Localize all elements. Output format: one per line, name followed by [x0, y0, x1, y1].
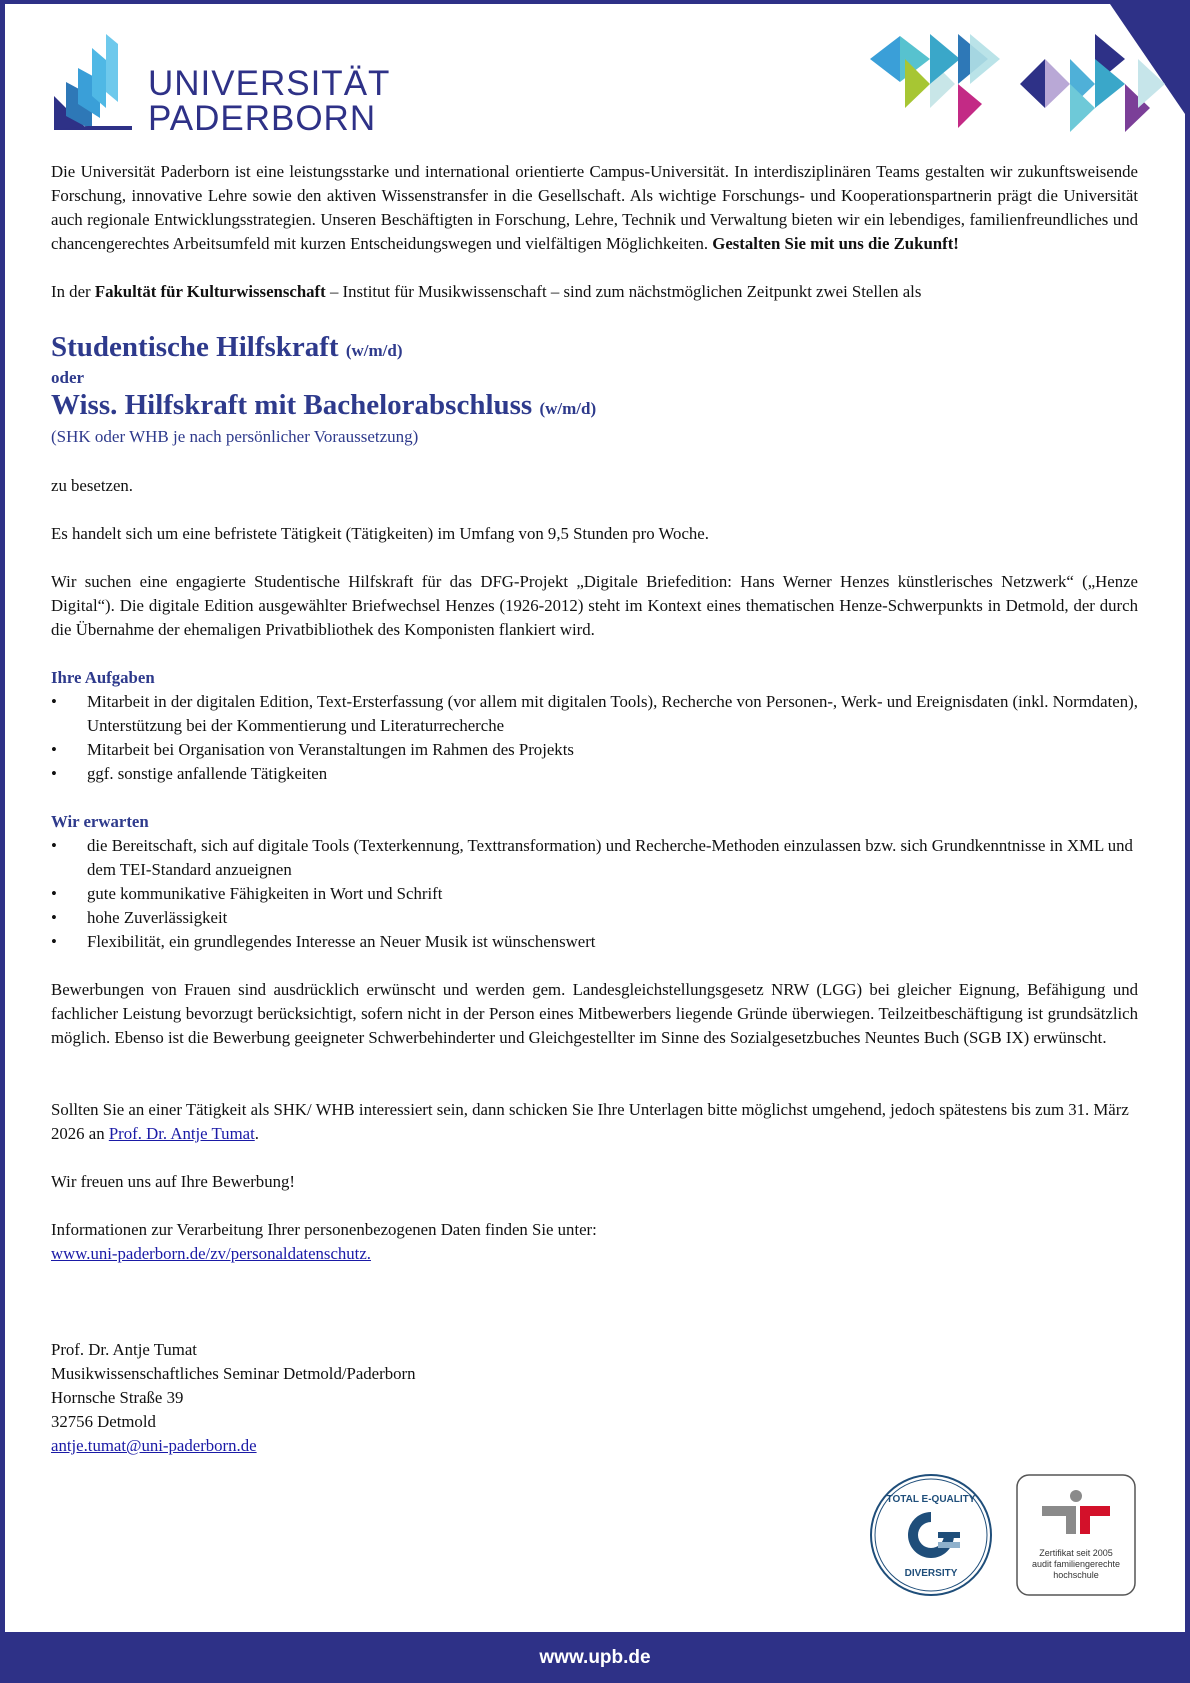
position-subtitle: (SHK oder WHB je nach persönlicher Voraussetzung) — [51, 427, 419, 446]
contact-dept: Musikwissenschaftliches Seminar Detmold/Paderborn — [51, 1364, 416, 1383]
total-equality-badge-icon — [868, 1472, 994, 1598]
logo-book-icon — [52, 34, 152, 134]
certificate-badges — [868, 1472, 1138, 1598]
faculty-prefix: In der — [51, 282, 91, 301]
position-gender-1: (w/m/d) — [345, 341, 403, 360]
teq-top-label: TOTAL E-QUALITY — [886, 1494, 976, 1505]
faculty-name: Fakultät für Kulturwissenschaft — [94, 282, 326, 301]
footer-url[interactable]: www.upb.de — [539, 1647, 651, 1668]
list-item: • ggf. sonstige anfallende Tätigkeiten — [51, 762, 1138, 786]
position-title-1-text: Studentische Hilfskraft — [51, 331, 339, 363]
footer-bar — [0, 1632, 1190, 1683]
contact-link[interactable]: Prof. Dr. Antje Tumat — [108, 1124, 255, 1143]
umfang-text: Es handelt sich um eine befristete Tätigkeit (Tätigkeiten) im Umfang von 9,5 Stunden pro Woche. — [51, 524, 709, 543]
position-oder: oder — [51, 368, 85, 387]
list-item: • Mitarbeit in der digitalen Edition, Text-Ersterfassung (vor allem mit digitalen Tools), Recherche von Personen-, Werk- und Ereignisdaten (inkl. Normdaten), Unterstützung bei der Kommentierung und Literaturrecherche — [51, 690, 1138, 738]
position-gender-2: (w/m/d) — [539, 399, 597, 418]
main-content — [51, 160, 1138, 1458]
list-item: • die Bereitschaft, sich auf digitale Tools (Texterkennung, Texttransformation) und Recherche-Methoden einzulassen bzw. sich Grundkenntnisse in XML und dem TEI-Standard anzueignen — [51, 834, 1138, 882]
closing-text: Wir freuen uns auf Ihre Bewerbung! — [51, 1172, 295, 1191]
besetzen-text: zu besetzen. — [51, 476, 133, 495]
position-title-2 — [51, 388, 1138, 426]
list-item: • Mitarbeit bei Organisation von Veranstaltungen im Rahmen des Projekts — [51, 738, 1138, 762]
position-title-1 — [51, 330, 1138, 368]
contact-street: Hornsche Straße 39 — [51, 1388, 184, 1407]
intro-slogan: Gestalten Sie mit uns die Zukunft! — [712, 234, 959, 253]
apply-paragraph — [51, 1098, 1138, 1146]
list-item: • gute kommunikative Fähigkeiten in Wort und Schrift — [51, 882, 1138, 906]
audit-familiengerechte-hochschule-badge-icon — [1016, 1474, 1136, 1596]
intro-text: Die Universität Paderborn ist eine leistungsstarke und international orientierte Campus-Universität. In interdisziplinären Teams gestalten wir zukunftsweisende Forschung, innovative Lehre sowie den aktiven Wissenstransfer in die Gesellschaft. Als wichtige Forschungs- und Kooperationspartnerin prägt die Universität auch regionale Entwicklungsstrategien. Unseren Beschäftigten in Forschung, Lehre, Technik und Verwaltung bieten wir ein lebendiges, familienfreundliches und chancengerechtes Arbeitsumfeld mit kurzen Entscheidungswegen und vielfältigen Möglichkeiten. — [51, 162, 1138, 253]
privacy-link[interactable]: www.uni-paderborn.de/zv/personaldatenschutz. — [51, 1244, 371, 1263]
expect-list — [51, 834, 1138, 954]
apply-text: Sollten Sie an einer Tätigkeit als SHK/ WHB interessiert sein, dann schicken Sie Ihre Unterlagen bitte möglichst umgehend, jedoch spätestens bis zum 31. März 2026 an — [51, 1100, 1129, 1143]
privacy-text: Informationen zur Verarbeitung Ihrer personenbezogenen Daten finden Sie unter: — [51, 1220, 597, 1239]
intro-paragraph — [51, 160, 1138, 256]
faculty-suffix: – Institut für Musikwissenschaft – sind zum nächstmöglichen Zeitpunkt zwei Stellen als — [329, 282, 922, 301]
logo-line2: PADERBORN — [148, 99, 377, 138]
position-title-2-text: Wiss. Hilfskraft mit Bachelorabschluss — [51, 389, 533, 421]
faculty-paragraph — [51, 280, 1138, 304]
decorative-triangles-graphic — [870, 4, 1185, 134]
audit-line3: hochschule — [1053, 1570, 1099, 1580]
university-logo — [52, 34, 391, 138]
tasks-heading: Ihre Aufgaben — [51, 668, 155, 687]
contact-city: 32756 Detmold — [51, 1412, 156, 1431]
teq-bottom-label: DIVERSITY — [904, 1568, 958, 1579]
expect-heading: Wir erwarten — [51, 812, 149, 831]
projekt-text: Wir suchen eine engagierte Studentische Hilfskraft für das DFG-Projekt „Digitale Briefedition: Hans Werner Henzes künstlerisches Netzwerk“ („Henze Digital“). Die digitale Edition ausgewählter Briefwechsel Henzes (1926-2012) steht im Kontext eines thematischen Henze-Schwerpunkts in Detmold, der durch die Übernahme der ehemaligen Privatbibliothek des Komponisten flankiert wird. — [51, 572, 1138, 639]
list-item: • Flexibilität, ein grundlegendes Interesse an Neuer Musik ist wünschenswert — [51, 930, 1138, 954]
tasks-list — [51, 690, 1138, 786]
apply-end: . — [254, 1124, 259, 1143]
list-item: • hohe Zuverlässigkeit — [51, 906, 1138, 930]
equality-text: Bewerbungen von Frauen sind ausdrücklich erwünscht und werden gem. Landesgleichstellungsgesetz NRW (LGG) bei gleicher Eignung, Befähigung und fachlicher Leistung bevorzugt berücksichtigt, sofern nicht in der Person eines Mitbewerbers liegende Gründe überwiegen. Teilzeitbeschäftigung ist grundsätzlich möglich. Ebenso ist die Bewerbung geeigneter Schwerbehinderter und Gleichgestellter im Sinne des Sozialgesetzbuches Neuntes Buch (SGB IX) erwünscht. — [51, 980, 1138, 1047]
audit-line2: audit familiengerechte — [1031, 1559, 1121, 1569]
contact-email-link[interactable]: antje.tumat@uni-paderborn.de — [51, 1436, 257, 1455]
audit-line1: Zertifikat seit 2005 — [1039, 1548, 1113, 1558]
logo-line1: UNIVERSITÄT — [148, 64, 391, 103]
contact-name: Prof. Dr. Antje Tumat — [51, 1340, 197, 1359]
